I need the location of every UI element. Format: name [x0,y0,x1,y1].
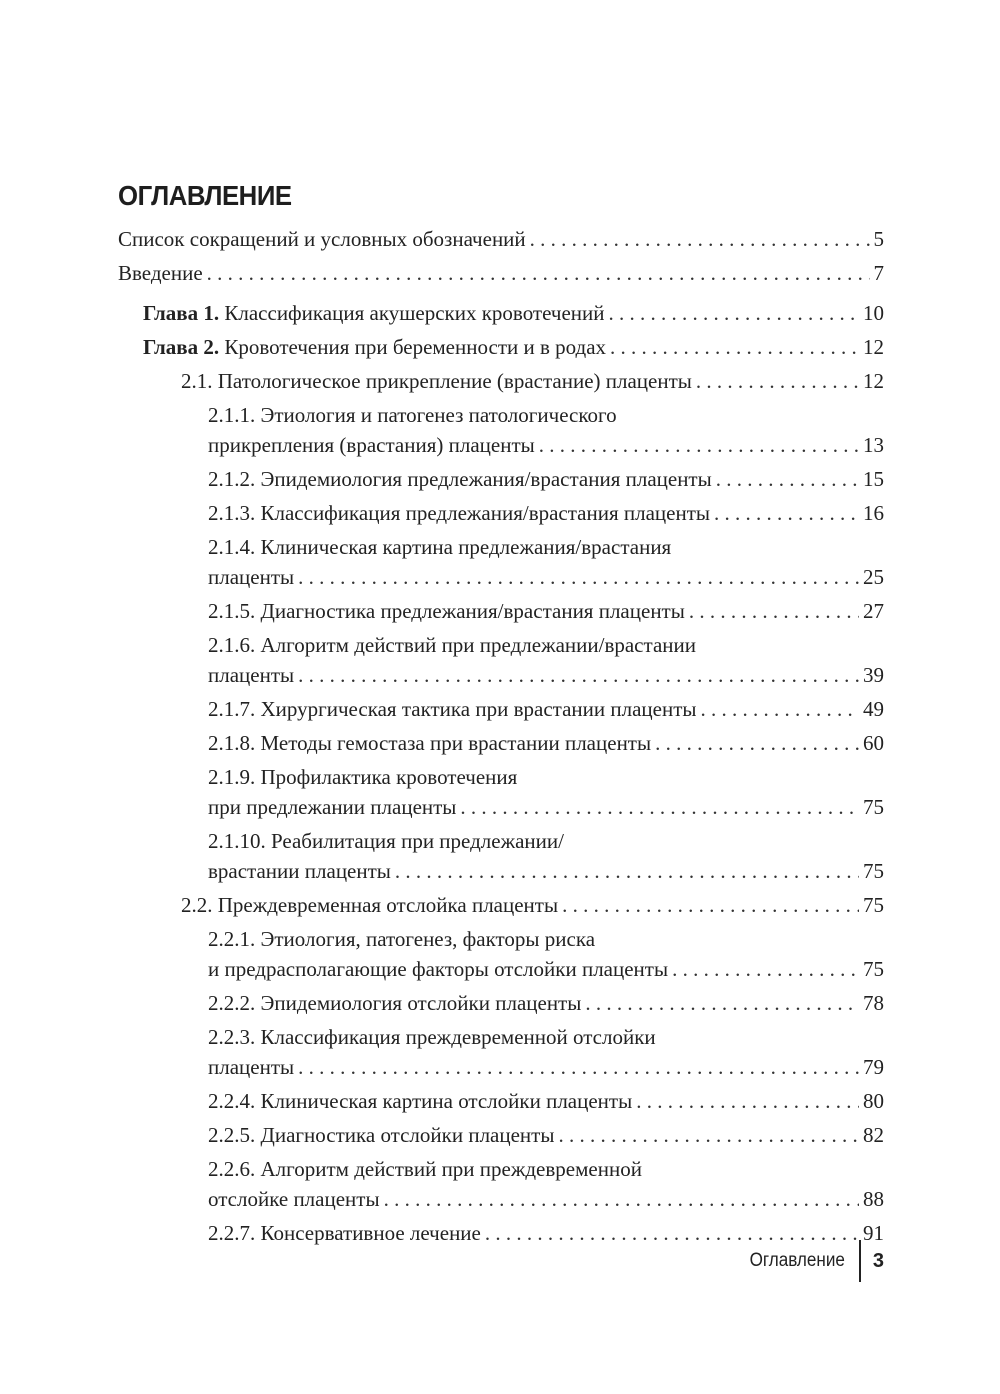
toc-entry-title [208,498,710,528]
dot-leader [460,792,859,822]
toc-page-number: 7 [873,261,884,285]
toc-entry-title [143,298,605,328]
toc-entry-title [208,1086,632,1116]
dot-leader [298,660,859,690]
toc-entry-title [208,1052,294,1082]
dot-leader [298,562,859,592]
dot-leader [636,1086,859,1116]
dot-leader [558,1120,859,1150]
toc-entry-title [208,400,617,430]
toc-entry-title [208,562,294,592]
footer-divider [859,1240,861,1282]
toc-entry-text: 2.1.6. Алгоритм действий при предлежании/врастании [208,633,696,657]
toc-entry-title [208,728,651,758]
toc-page-number: 75 [863,859,884,883]
toc-page-number: 39 [863,663,884,687]
dot-leader [655,728,859,758]
page-number: 3 [872,1249,884,1272]
toc-page-number: 80 [863,1089,884,1113]
dot-leader [701,694,860,724]
toc-entry-text: 2.2.1. Этиология, патогенез, факторы риска [208,927,596,951]
toc-entry-title [208,660,294,690]
toc-entry[interactable] [208,728,884,758]
toc-entry-text: плаценты [208,1055,295,1079]
toc-page-number: 10 [863,301,884,325]
toc-entry-title [208,1184,380,1214]
toc-page-number: 12 [863,369,884,393]
toc-page-number: 13 [863,433,884,457]
toc-entry-text: 2.1.9. Профилактика кровотечения [208,765,518,789]
toc-entry-text: 2.1.3. Классификация предлежания/врастания плаценты [208,501,711,525]
toc-entry-title [118,224,526,254]
toc-entry[interactable] [143,332,884,362]
toc-page-number: 75 [863,893,884,917]
page-title: ОГЛАВЛЕНИЕ [118,180,292,211]
dot-leader [672,954,859,984]
toc-page-number: 88 [863,1187,884,1211]
toc-entry[interactable] [143,298,884,328]
dot-leader [207,258,870,288]
table-of-contents [118,224,884,1248]
toc-entry-text: врастании плаценты [208,859,391,883]
toc-entry-text: 2.1.10. Реабилитация при предлежании/ [208,829,564,853]
toc-page-number: 49 [863,697,884,721]
dot-leader [716,464,859,494]
toc-entry[interactable] [208,630,884,690]
toc-entry-title [208,762,517,792]
toc-page-number: 82 [863,1123,884,1147]
toc-entry[interactable] [208,1022,884,1082]
toc-entry-text: 2.1.5. Диагностика предлежания/врастания плаценты [208,599,685,623]
toc-entry-title [208,464,712,494]
chapter-label: Глава 2. [143,335,220,359]
toc-entry-text: и предрасполагающие факторы отслойки плаценты [208,957,669,981]
toc-entry[interactable] [208,924,884,984]
toc-entry-text: Кровотечения при беременности и в родах [224,335,607,359]
toc-entry[interactable] [208,988,884,1018]
toc-entry[interactable] [118,258,884,288]
dot-leader [562,890,859,920]
toc-entry[interactable] [208,400,884,460]
toc-page-number: 15 [863,467,884,491]
toc-entry-title [118,258,203,288]
toc-entry-title [208,1154,642,1184]
footer-section-label: Оглавление [749,1250,845,1271]
toc-entry-title [208,792,456,822]
toc-entry-text: 2.2.5. Диагностика отслойки плаценты [208,1123,555,1147]
toc-page-number: 16 [863,501,884,525]
toc-entry-text: Классификация акушерских кровотечений [224,301,605,325]
toc-entry[interactable] [208,498,884,528]
toc-page-number: 5 [873,227,884,251]
toc-entry-text: прикрепления (врастания) плаценты [208,433,535,457]
toc-entry-title [208,826,564,856]
toc-page-number: 75 [863,957,884,981]
toc-page-number: 12 [863,335,884,359]
dot-leader [384,1184,859,1214]
toc-entry-text: 2.1.2. Эпидемиология предлежания/врастания плаценты [208,467,712,491]
toc-entry-title [208,1022,656,1052]
toc-entry-title [208,596,685,626]
toc-page-number: 79 [863,1055,884,1079]
toc-page-number: 27 [863,599,884,623]
toc-entry[interactable] [181,890,884,920]
toc-entry-text: 2.2.4. Клиническая картина отслойки плаценты [208,1089,633,1113]
toc-entry-title [181,890,558,920]
dot-leader [395,856,859,886]
toc-entry-text: 2.2.2. Эпидемиология отслойки плаценты [208,991,582,1015]
toc-entry-title [208,988,581,1018]
toc-entry-text: 2.2.7. Консервативное лечение [208,1221,481,1245]
dot-leader [539,430,859,460]
dot-leader [696,366,859,396]
dot-leader [609,298,860,328]
toc-entry[interactable] [208,532,884,592]
toc-entry[interactable] [208,464,884,494]
toc-entry-title [181,366,692,396]
toc-entry-text: 2.1.7. Хирургическая тактика при врастании плаценты [208,697,697,721]
toc-entry[interactable] [208,1154,884,1214]
toc-entry-text: плаценты [208,663,295,687]
toc-entry-text: при предлежании плаценты [208,795,457,819]
toc-entry-text: 2.2. Преждевременная отслойка плаценты [181,893,559,917]
dot-leader [689,596,859,626]
toc-entry-text: Введение [118,261,203,285]
toc-entry-text: плаценты [208,565,295,589]
toc-page-number: 60 [863,731,884,755]
toc-entry[interactable] [208,762,884,822]
toc-page-number: 25 [863,565,884,589]
toc-entry-title [208,856,391,886]
toc-entry-title [208,630,696,660]
toc-entry[interactable] [181,366,884,396]
toc-entry-text: 2.2.3. Классификация преждевременной отслойки [208,1025,656,1049]
toc-entry-title [208,1120,554,1150]
toc-entry-text: 2.1.8. Методы гемостаза при врастании плаценты [208,731,652,755]
toc-entry-text: 2.1.4. Клиническая картина предлежания/врастания [208,535,672,559]
toc-entry-title [208,954,668,984]
dot-leader [530,224,870,254]
toc-entry-title [208,1218,481,1248]
toc-entry-title [208,924,595,954]
toc-entry-text: отслойке плаценты [208,1187,380,1211]
chapter-label: Глава 1. [143,301,220,325]
toc-page-number: 91 [863,1221,884,1245]
toc-entry[interactable] [208,826,884,886]
dot-leader [585,988,859,1018]
toc-entry[interactable] [208,1120,884,1150]
dot-leader [714,498,859,528]
toc-entry[interactable] [208,1086,884,1116]
toc-entry[interactable] [208,596,884,626]
toc-entry[interactable] [208,694,884,724]
toc-entry-title [143,332,606,362]
toc-entry-title [208,430,535,460]
toc-entry-text: 2.1. Патологическое прикрепление (врастание) плаценты [181,369,692,393]
toc-entry-title [208,694,697,724]
toc-page-number: 75 [863,795,884,819]
toc-entry-text: Список сокращений и условных обозначений [118,227,526,251]
page-footer [739,1240,884,1282]
dot-leader [610,332,859,362]
toc-entry-text: 2.1.1. Этиология и патогенез патологического [208,403,617,427]
toc-entry-text: 2.2.6. Алгоритм действий при преждевременной [208,1157,642,1181]
toc-entry[interactable] [118,224,884,254]
dot-leader [298,1052,859,1082]
toc-entry-title [208,532,671,562]
toc-page-number: 78 [863,991,884,1015]
